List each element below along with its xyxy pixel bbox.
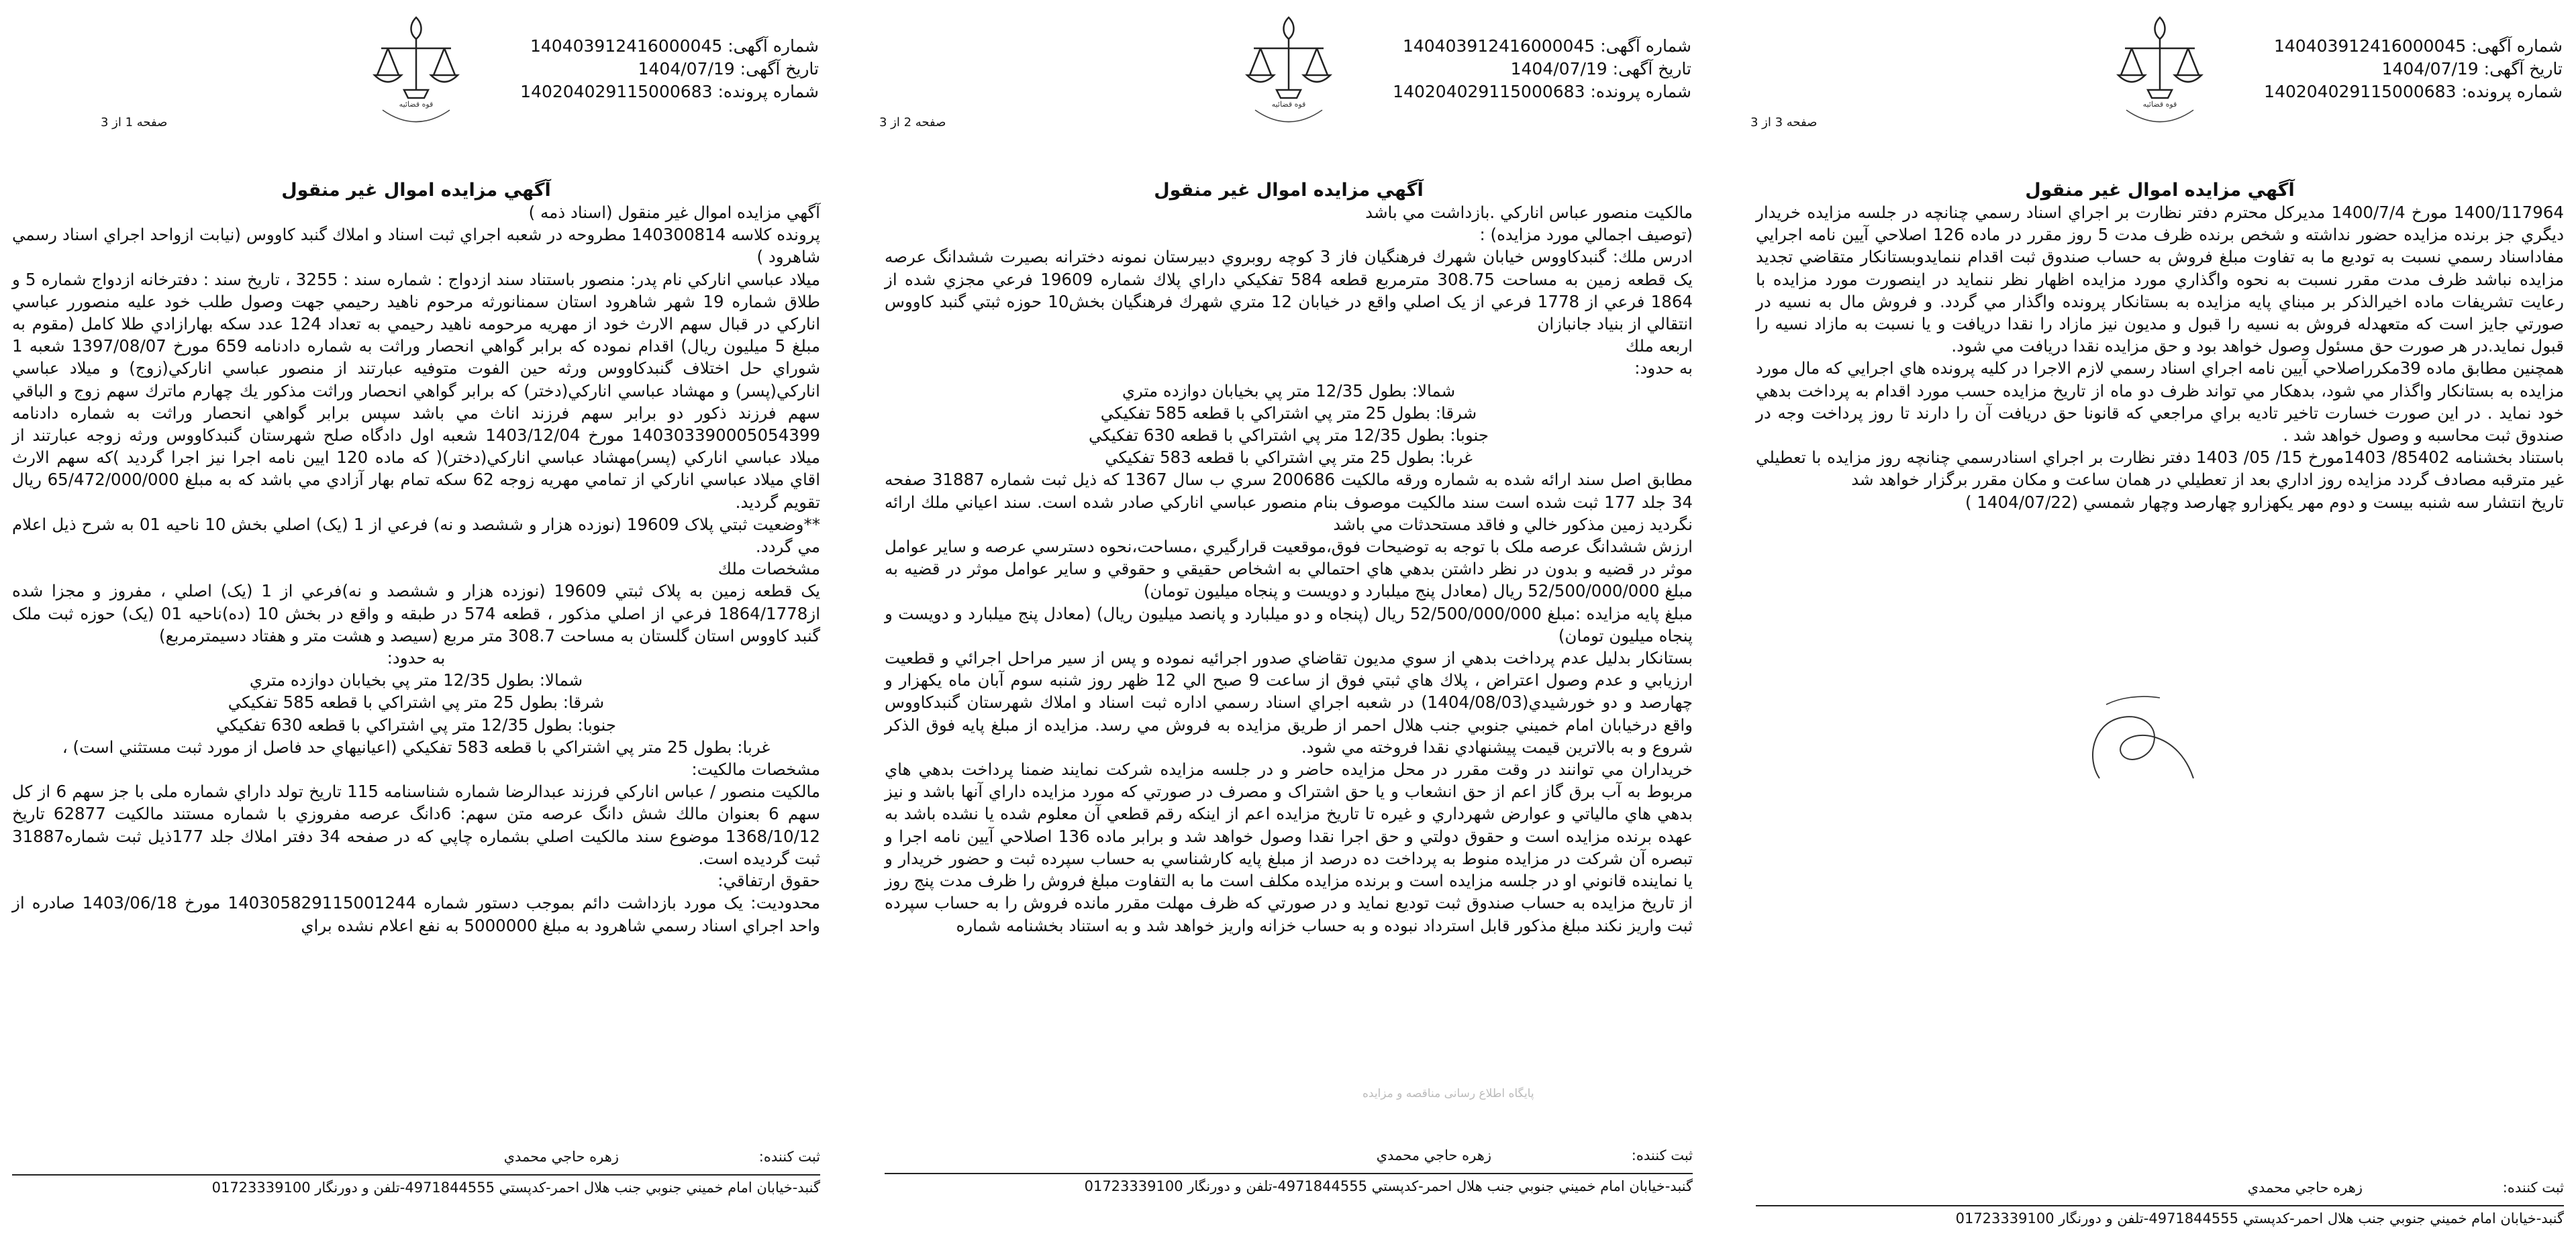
paragraph: آگهي مزايده اموال غير منقول (اسناد ذمه ) — [528, 203, 820, 222]
page-title: آگهي مزايده اموال غير منقول — [1154, 180, 1424, 201]
notice-body — [885, 201, 1693, 937]
page-number: صفحه 1 از 3 — [101, 115, 168, 129]
paragraph: مبلغ پايه مزايده :مبلغ 52/500/000/000 ريال (پنجاه و دو ميلبارد و پانصد ميليون ريال) (معادل پنج ميلبارد و دويست و پنجاه ميليون تومان) — [885, 603, 1693, 645]
boundary-line: جنوبا: بطول 12/35 متر پي اشتراكي با قطعه 630 تفكيكي — [215, 715, 617, 735]
paragraph: پرونده كلاسه 140300814 مطروحه در شعبه اجراي ثبت اسناد و املاك گنبد كاووس (نيابت ازواحد اجراي اسناد رسمي شاهرود ) — [12, 225, 820, 267]
boundary-line: غربا: بطول 25 متر پي اشتراكي با قطعه 583 تفكيكي — [1105, 448, 1473, 468]
file-number: 140204029115000683 — [2264, 82, 2457, 101]
page-title: آگهي مزايده اموال غير منقول — [2025, 180, 2295, 201]
registrar-label: ثبت کننده: — [2502, 1180, 2564, 1196]
ad-meta — [1393, 35, 1691, 103]
paragraph: ادرس ملك: گنبدكاووس خيابان شهرك فرهنگيان فاز 3 كوچه روبروي دبيرستان نمونه دخترانه بصيرت ششدانگ عرصه يک قطعه زمين به مساحت 308.75 مترمربع قطعه 584 تفکيکي داراي پلاك شماره 19609 فرعي مجزي شده از 1864 فرعي از 1778 فرعي از يک اصلي واقع در خيابان 12 متري شهرك فرهنگيان بخش10 حوزه ثبتي گنبد كاووس انتقالي از بنياد جانبازان — [885, 247, 1693, 334]
paragraph: **وضعيت ثبتي پلاک 19609 (نوزده هزار و ششصد و نه) فرعي از 1 (يک) اصلي بخش 10 ناحيه 01 به شرح ذيل اعلام مي گردد. — [12, 514, 820, 557]
page-2 — [873, 0, 1705, 1248]
paragraph: اربعه ملك — [1625, 336, 1693, 356]
ad-date: 1404/07/19 — [1510, 59, 1607, 79]
svg-text:قوه قضائیه: قوه قضائیه — [399, 100, 434, 109]
paragraph: محدوديت: يک مورد بازداشت دائم بموجب دستور شماره 140305829115001244 مورخ 1403/06/18 صادره از واحد اجراي اسناد رسمي شاهرود به مبلغ 5000000 به نفع اعلام نشده براي — [12, 893, 820, 935]
registrar-label: ثبت کننده: — [1631, 1147, 1693, 1163]
svg-text:قوه قضائیه: قوه قضائیه — [2142, 100, 2177, 109]
ad-number-label: شماره آگهی: — [2471, 36, 2563, 56]
file-number: 140204029115000683 — [1393, 82, 1585, 101]
judiciary-emblem-icon — [2106, 9, 2214, 137]
ad-number-label: شماره آگهی: — [1600, 36, 1691, 56]
paragraph: (توصيف اجمالي مورد مزايده) : — [1479, 225, 1693, 245]
boundary-line: شمالا: بطول 12/35 متر پي بخيابان دوازده متري — [249, 670, 583, 690]
paragraph: خريداران مي توانند در وقت مقرر در محل مزايده حاضر و در جلسه مزايده شركت نمايند ضمنا پرداخت بدهي هاي مربوط به آب برق گاز اعم از حق انشعاب و يا حق اشتراک و مصرف در صورتي كه مورد مزايده داراي آنها باشد و نيز بدهي هاي مالياتي و عوارض شهرداري و غيره تا تاريخ مزايده اعم از اينكه رقم قطعي آن معلوم شده يا نشده باشد به عهده برنده مزايده است و حقوق دولتي و حق اجرا نقدا وصول خواهد شد و برابر ماده 136 اصلاحي آيين نامه اجرا و تبصره آن شركت در مزايده منوط به پرداخت ده درصد از مبلغ پايه كارشناسي به حساب سپرده ثبت و حضور خريدار و يا نماينده قانوني او در جلسه مزايده است و برنده مزايده مكلف است ما به التفاوت مبلغ فروش را ظرف مدت پنج روز از تاريخ مزايده به حساب صندوق ثبت توديع نمايد و در صورتي كه ظرف مهلت مقرر مانده فروش را به حساب سپرده ثبت واريز نكند مبلغ مذكور قابل استرداد نبوده و به حساب خزانه واريز خواهد شد و به استناد بخشنامه شماره — [885, 760, 1693, 935]
registrar-label: ثبت کننده: — [758, 1149, 820, 1165]
paragraph: مالكيت منصور عباس انارکي .بازداشت مي باشد — [1365, 203, 1693, 222]
ad-date-label: تاریخ آگهی: — [2483, 59, 2563, 79]
notice-body — [12, 201, 820, 937]
svg-text:قوه قضائیه: قوه قضائیه — [1271, 100, 1306, 109]
paragraph: به حدود: — [1634, 358, 1693, 378]
ad-number: 140403912416000045 — [2273, 36, 2467, 56]
judiciary-emblem-icon — [1235, 9, 1342, 137]
paragraph: ارزش ششدانگ عرصه ملک با توجه به توضيحات فوق،موقعيت قرارگيري ،مساحت،نحوه دسترسي عرصه و ساير عوامل موثر در قضيه و بدون در نظر داشتن بدهي هاي احتمالي به اشخاص حقيقي و حقوقي و ساير عوامل موثر در قضيه به مبلغ 52/500/000/000 ريال (معادل پنج ميلبارد و دويست و پنجاه ميليون تومان) — [885, 537, 1693, 601]
ad-date: 1404/07/19 — [638, 59, 735, 79]
footer-divider — [1756, 1205, 2564, 1206]
page-title: آگهي مزايده اموال غير منقول — [281, 180, 551, 201]
page-number: صفحه 3 از 3 — [1750, 115, 1818, 129]
paragraph: يک قطعه زمين به پلاک ثبتي 19609 (نوزده هزار و ششصد و نه)فرعي از 1 (يک) اصلي ، مفروز و مجزا شده از1864/1778 فرعي از اصلي مذكور ، قطعه 574 در طبقه و واقع در بخش 10 (ده)ناحيه 01 (يک) حوزه ثبت ملک گنبد كاووس استان گلستان به مساحت 308.7 متر مربع (سيصد و هشت متر و هفتاد دسيمترمربع) — [12, 581, 821, 645]
file-number-label: شماره پرونده: — [1590, 82, 1691, 101]
paragraph: بستانكار بدليل عدم پرداخت بدهي از سوي مديون تقاضاي صدور اجرائيه نموده و پس از سير مراحل اجرائي و قطعيت ارزيابي و عدم وصول اعتراض ، پلاك هاي ثبتي فوق از ساعت 9 صبح الي 12 ظهر روز شنبه سوم آبان ماه يكهزار و چهارصد و دو خورشيدي(1404/08/03) در شعبه اجراي اسناد رسمي اداره ثبت اسناد و املاك شهرستان گنبدكاووس واقع درخيابان امام خميني جنوبي جنب هلال احمر از طريق مزايده به فروش مي رسد. مزايده از مبلغ پايه فوق الذكر شروع و به بالاترين قيمت پيشنهادي نقدا فروخته مي شود. — [885, 648, 1693, 757]
ad-number-label: شماره آگهی: — [728, 36, 819, 56]
registrar-name: زهره حاجي محمدي — [1376, 1147, 1491, 1163]
file-number-label: شماره پرونده: — [2461, 82, 2563, 101]
notice-body — [1756, 201, 2564, 513]
boundary-line: شرقا: بطول 25 متر پي اشتراكي با قطعه 585 تفكيكي — [228, 692, 605, 713]
footer-divider — [12, 1174, 820, 1176]
office-address: گنبد-خيابان امام خميني جنوبي جنب هلال احمر-كدپستي 4971844555-تلفن و دورنگار 01723339100 — [1955, 1210, 2564, 1227]
judiciary-emblem-icon — [362, 9, 470, 137]
handwritten-signature — [2059, 678, 2234, 805]
ad-date-label: تاریخ آگهی: — [1612, 59, 1691, 79]
ad-date-label: تاریخ آگهی: — [740, 59, 819, 79]
ad-number: 140403912416000045 — [1402, 36, 1595, 56]
paragraph: ميلاد عباسي انارکي نام پدر: منصور باستناد سند ازدواج : شماره سند : 3255 ، تاريخ سند : دفترخانه ازدواج شماره 5 و طلاق شماره 19 شهر شاهرود استان سمنانورثه مرحوم ناهيد رحيمي جهت وصول طلب خود عليه منصورر عباسي انارکي در قبال سهم الارث خود از مهريه مرحومه ناهيد رحيمي به تعداد 124 عدد سكه بهارازادي طلا كامل (مقوم به مبلغ 5 ميليون ريال) اقدام نموده كه برابر گواهي انحصار وراثت به شماره دادنامه 659 مورخ 1397/08/07 شعبه 1 شوراي حل اختلاف گنبدكاووس ورثه حين الفوت متوفيه عبارتند از منصور عباسي انارکي(زوج) و ميلاد عباسي انارکي(پسر) و مهشاد عباسي انارکي(دختر) كه برابر گواهي انحصار وراثت مذكور يك چهارم ماترك سهم زوج و الباقي سهم فرزند ذكور دو برابر سهم فرزند اناث مي باشد سپس برابر گواهي انحصار وراثت به شماره دادنامه 140303390005054399 مورخ 1403/12/04 شعبه اول دادگاه صلح شهرستان گنبدكاووس ورثه زوجه عبارتند از ميلاد عباسي انارکي (پسر)مهشاد عباسي انارکي(دختر)( كه ماده 120 ايين نامه اجرا نيز اجرا گرديد )كه سهم الارث اقاي ميلاد عباسي انارکي از تمامي مهريه زوجه 62 سكه تمام بهار آزادي مي باشد كه به مبلغ 65/472/000/000 ريال تقويم گرديد. — [12, 269, 821, 512]
paragraph: به حدود: — [387, 648, 446, 668]
page-3 — [1744, 0, 2576, 1248]
registrar-name: زهره حاجي محمدي — [503, 1149, 619, 1165]
paragraph: 1400/117964 مورخ 1400/7/4 مديركل محترم دفتر نظارت بر اجراي اسناد رسمي چنانچه در جلسه مزايده خريدار ديگري جز برنده مزايده حضور نداشته و شخص برنده ظرف مدت 5 روز مقرر در ماده 126 اصلاحي آيين نامه اجرايي مفاداسناد رسمي نسبت به توديع ما به تفاوت مبلغ فروش به حساب صندوق ثبت اقدام ننمايدوبستانكار متقاضي تجديد مزايده نباشد ظرف مدت مقرر نسبت به نحوه واگذاري مورد مزايده اظهار نظر ننمايد در اينصورت مورد مزايده با رعايت تشريفات ماده اخيرالذكر بر مبناي پايه مزايده به بستانكار پرونده واگذار مي گردد. و فروش مال به نسيه در صورتي جايز است كه متعهدله فروش به نسيه را قبول و مديون نيز مازاد را نقدا دريافت و يا نسبت به مازاد نسيه را قبول نمايد.در هر صورت حق مسئول وصول خواهد بود و حق مزايده نقدا دريافت مي شود. — [1756, 203, 2564, 356]
footer-divider — [885, 1173, 1693, 1174]
ad-number: 140403912416000045 — [530, 36, 723, 56]
ad-meta — [520, 35, 819, 103]
boundary-line: شرقا: بطول 25 متر پي اشتراكي با قطعه 585 تفكيكي — [1100, 403, 1477, 423]
boundary-line: جنوبا: بطول 12/35 متر پي اشتراكي با قطعه 630 تفكيكي — [1088, 425, 1489, 446]
office-address: گنبد-خيابان امام خميني جنوبي جنب هلال احمر-كدپستي 4971844555-تلفن و دورنگار 01723339100 — [1084, 1178, 1693, 1194]
paragraph: مشخصات ملك — [717, 559, 820, 579]
boundary-line: غربا: بطول 25 متر پي اشتراكي با قطعه 583 تفكيكي (اعيانيهاي حد فاصل از مورد ثبت مستثني است) ، — [62, 737, 771, 757]
paragraph: همچنين مطابق ماده 39مكرراصلاحي آيين نامه اجراي اسناد رسمي لازم الاجرا در كليه پرونده هاي اجرايي كه مال مورد مزايده به بستانكار واگذار مي شود، بدهكار مي تواند ظرف دو ماه از تاريخ مزايده حسب مورد اقدام به پرداخت بدهي خود نمايد . در اين صورت خسارت تاخير تاديه براي مراجعي كه قانونا حق دريافت آن را دارند تا روز پرداخت وجه در صندوق ثبت محاسبه و وصول خواهد شد . — [1756, 358, 2564, 446]
file-number: 140204029115000683 — [520, 82, 713, 101]
office-address: گنبد-خيابان امام خميني جنوبي جنب هلال احمر-كدپستي 4971844555-تلفن و دورنگار 01723339100 — [211, 1180, 820, 1196]
page-1 — [0, 0, 832, 1248]
paragraph: مشخصات مالكيت: — [691, 760, 820, 780]
boundary-line: شمالا: بطول 12/35 متر پي بخيابان دوازده متري — [1122, 380, 1456, 401]
ad-date: 1404/07/19 — [2381, 59, 2479, 79]
ad-meta — [2264, 35, 2563, 103]
paragraph: حقوق ارتفاقي: — [717, 871, 820, 891]
publish-date-line: تاريخ انتشار سه شنبه بيست و دوم مهر يكهزارو چهارصد وچهار شمسي (1404/07/22 ) — [1965, 492, 2564, 512]
page-number: صفحه 2 از 3 — [879, 115, 946, 129]
file-number-label: شماره پرونده: — [717, 82, 819, 101]
watermark: پایگاه اطلاع رسانی مناقصه و مزایده — [1363, 1087, 1534, 1100]
paragraph: باستناد بخشنامه 85402/ 1403مورخ 15/ 05/ 1403 دفتر نظارت بر اجراي اسنادرسمي چنانچه روز مزايده با تعطيلي غير مترقبه مصادف گردد مزايده روز اداري بعد از تعطيلي در همان ساعت و مكان مقرر برگزار خواهد شد — [1756, 448, 2565, 490]
registrar-name: زهره حاجي محمدي — [2247, 1180, 2363, 1196]
paragraph: مطابق اصل سند ارائه شده به شماره ورقه مالكيت 200686 سري ب سال 1367 كه ذيل ثبت شماره 31887 صفحه 34 جلد 177 ثبت شده است سند مالكيت موصوف بنام منصور عباسي انارکي صادر شده است. سند اعياني ملك ارائه نگرديد زمين مذكور خالي و فاقد مستحدثات مي باشد — [885, 470, 1693, 534]
paragraph: مالكيت منصور / عباس انارکي فرزند عبدالرضا شماره شناسنامه 115 تاريخ تولد داراي شماره ملی با جز سهم 6 از كل سهم 6 بعنوان مالك شش دانگ عرصه متن سهم: 6دانگ عرصه مفروزي با شماره مستند مالكيت 62877 تاريخ 1368/10/12 موضوع سند مالكيت اصلي بشماره چاپي كه در صفحه 34 دفتر املاك جلد 177ذيل ثبت شماره31887 ثبت گرديده است. — [12, 782, 821, 868]
